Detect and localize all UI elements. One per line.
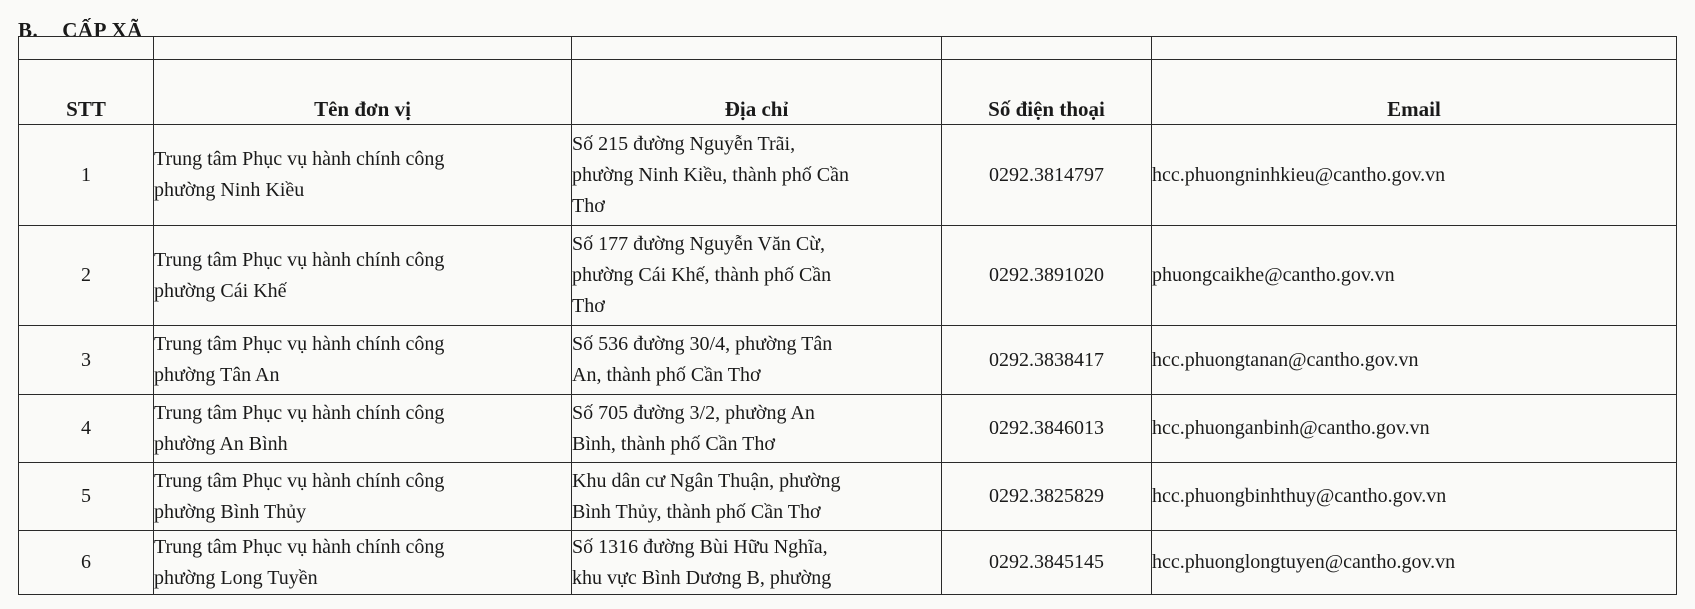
name-line: Trung tâm Phục vụ hành chính công	[154, 148, 445, 170]
name-line: Trung tâm Phục vụ hành chính công	[154, 248, 445, 271]
row-address	[572, 531, 942, 595]
row-phone: 0292.3825829	[942, 463, 1152, 531]
table-header-row	[19, 60, 1677, 125]
address-line: Thơ	[572, 194, 605, 217]
name-line: Trung tâm Phục vụ hành chính công	[154, 401, 445, 424]
name-line: Trung tâm Phục vụ hành chính công	[154, 469, 445, 492]
row-name	[154, 463, 572, 531]
row-phone: 0292.3845145	[942, 531, 1152, 595]
header-phone: Số điện thoại	[942, 60, 1152, 125]
row-stt: 3	[19, 326, 154, 395]
row-address	[572, 395, 942, 463]
row-phone: 0292.3814797	[942, 125, 1152, 226]
address-line: Bình Thủy, thành phố Cần Thơ	[572, 500, 821, 523]
blank-cell	[572, 37, 942, 60]
name-line: phường Long Tuyền	[154, 566, 318, 589]
address-line: phường Cái Khế, thành phố Cần	[572, 264, 832, 286]
address-line: Số 1316 đường Bùi Hữu Nghĩa,	[572, 535, 828, 558]
row-phone: 0292.3891020	[942, 226, 1152, 326]
name-line: phường Ninh Kiều	[154, 179, 305, 201]
row-address	[572, 463, 942, 531]
address-line: Số 177 đường Nguyễn Văn Cừ,	[572, 233, 825, 255]
blank-cell	[154, 37, 572, 60]
address-line: Khu dân cư Ngân Thuận, phường	[572, 469, 841, 492]
address-line: phường Ninh Kiều, thành phố Cần	[572, 163, 849, 186]
row-stt: 6	[19, 531, 154, 595]
row-email: phuongcaikhe@cantho.gov.vn	[1152, 226, 1677, 326]
name-line: phường Bình Thủy	[154, 500, 307, 523]
address-line: Số 705 đường 3/2, phường An	[572, 401, 815, 424]
blank-cell	[1152, 37, 1677, 60]
row-email: hcc.phuongbinhthuy@cantho.gov.vn	[1152, 463, 1677, 531]
header-stt: STT	[19, 60, 154, 125]
row-address	[572, 125, 942, 226]
row-phone: 0292.3846013	[942, 395, 1152, 463]
blank-cell	[942, 37, 1152, 60]
row-name	[154, 395, 572, 463]
header-email: Email	[1152, 60, 1677, 125]
table-row	[19, 531, 1677, 595]
row-name	[154, 531, 572, 595]
row-stt: 2	[19, 226, 154, 326]
row-address	[572, 226, 942, 326]
name-line: Trung tâm Phục vụ hành chính công	[154, 333, 445, 355]
row-email: hcc.phuongninhkieu@cantho.gov.vn	[1152, 125, 1677, 226]
row-name	[154, 326, 572, 395]
row-stt: 5	[19, 463, 154, 531]
section-title: CẤP XÃ	[62, 18, 143, 42]
address-line: Số 215 đường Nguyễn Trãi,	[572, 132, 796, 155]
address-line: An, thành phố Cần Thơ	[572, 364, 761, 386]
header-address: Địa chỉ	[572, 60, 942, 125]
name-line: phường Cái Khế	[154, 279, 287, 302]
address-line: Bình, thành phố Cần Thơ	[572, 432, 775, 455]
table-row	[19, 463, 1677, 531]
row-address	[572, 326, 942, 395]
table-row	[19, 326, 1677, 395]
row-email: hcc.phuongtanan@cantho.gov.vn	[1152, 326, 1677, 395]
blank-spacer-row	[19, 37, 1677, 60]
header-name: Tên đơn vị	[154, 60, 572, 125]
name-line: phường An Bình	[154, 432, 288, 455]
row-stt: 1	[19, 125, 154, 226]
commune-office-table	[18, 36, 1677, 595]
row-name	[154, 125, 572, 226]
address-line: Thơ	[572, 295, 605, 317]
table-row	[19, 125, 1677, 226]
table-row	[19, 395, 1677, 463]
address-line: khu vực Bình Dương B, phường	[572, 566, 832, 589]
section-number: B.	[18, 18, 39, 42]
row-stt: 4	[19, 395, 154, 463]
row-phone: 0292.3838417	[942, 326, 1152, 395]
name-line: Trung tâm Phục vụ hành chính công	[154, 535, 445, 558]
blank-cell	[19, 37, 154, 60]
row-name	[154, 226, 572, 326]
address-line: Số 536 đường 30/4, phường Tân	[572, 333, 833, 355]
table-row	[19, 226, 1677, 326]
row-email: hcc.phuonganbinh@cantho.gov.vn	[1152, 395, 1677, 463]
row-email: hcc.phuonglongtuyen@cantho.gov.vn	[1152, 531, 1677, 595]
name-line: phường Tân An	[154, 364, 280, 386]
